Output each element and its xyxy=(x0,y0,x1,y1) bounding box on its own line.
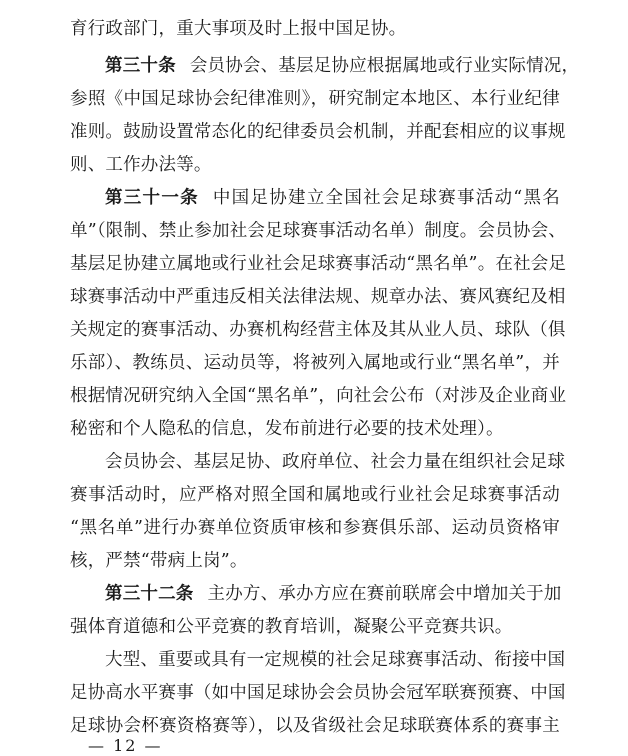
page-number: — 12 — xyxy=(88,736,163,755)
text-line: 足球协会杯赛资格赛等），以及省级社会足球联赛体系的赛事主 xyxy=(70,716,560,736)
text-line: 秘密和个人隐私的信息，发布前进行必要的技术处理）。 xyxy=(70,419,504,439)
text-line: 核，严禁“带病上岗”。 xyxy=(70,551,248,571)
text-line: 单”（限制、禁止参加社会足球赛事活动名单）制度。会员协会、 xyxy=(70,221,566,241)
text-line: 根据情况研究纳入全国“黑名单”，向社会公布（对涉及企业商业 xyxy=(70,386,567,406)
text-line: 大型、重要或具有一定规模的社会足球赛事活动、衔接中国 xyxy=(105,650,566,670)
article-32-first-line xyxy=(105,579,560,609)
text-line: 会员协会、基层足协、政府单位、社会力量在组织社会足球 xyxy=(105,452,566,472)
text-line: 乐部）、教练员、运动员等，将被列入属地或行业“黑名单”，并 xyxy=(70,353,560,373)
text-line: 基层足协建立属地或行业社会足球赛事活动“黑名单”。在社会足 xyxy=(70,254,567,274)
text-line: 会员协会、基层足协应根据属地或行业实际情况， xyxy=(189,56,580,76)
text-line: 准则。鼓励设置常态化的纪律委员会机制，并配套相应的议事规 xyxy=(70,122,566,142)
article-30-first-line xyxy=(105,51,580,81)
text-line: 主办方、承办方应在赛前联席会中增加关于加 xyxy=(207,584,562,604)
text-line: 则、工作办法等。 xyxy=(70,155,212,175)
text-line: 中国足协建立全国社会足球赛事活动“黑名 xyxy=(212,188,561,208)
article-31-heading: 第三十一条 xyxy=(105,188,199,208)
text-line: 足协高水平赛事（如中国足球协会会员协会冠军联赛预赛、中国 xyxy=(70,683,566,703)
article-32-heading: 第三十二条 xyxy=(105,584,194,604)
text-line: 赛事活动时，应严格对照全国和属地或行业社会足球赛事活动 xyxy=(70,485,560,505)
text-line: 关规定的赛事活动、办赛机构经营主体及其从业人员、球队（俱 xyxy=(70,320,566,340)
article-31-first-line xyxy=(105,183,560,213)
text-line: 强体育道德和公平竞赛的教育培训，凝聚公平竞赛共识。 xyxy=(70,617,513,637)
article-30-heading: 第三十条 xyxy=(105,56,176,76)
text-line: “黑名单”进行办赛单位资质审核和参赛俱乐部、运动员资格审 xyxy=(70,518,560,538)
text-line: 参照《中国足球协会纪律准则》，研究制定本地区、本行业纪律 xyxy=(70,89,560,109)
text-line: 球赛事活动中严重违反相关法律法规、规章办法、赛风赛纪及相 xyxy=(70,287,566,307)
text-line: 育行政部门，重大事项及时上报中国足协。 xyxy=(70,19,407,39)
